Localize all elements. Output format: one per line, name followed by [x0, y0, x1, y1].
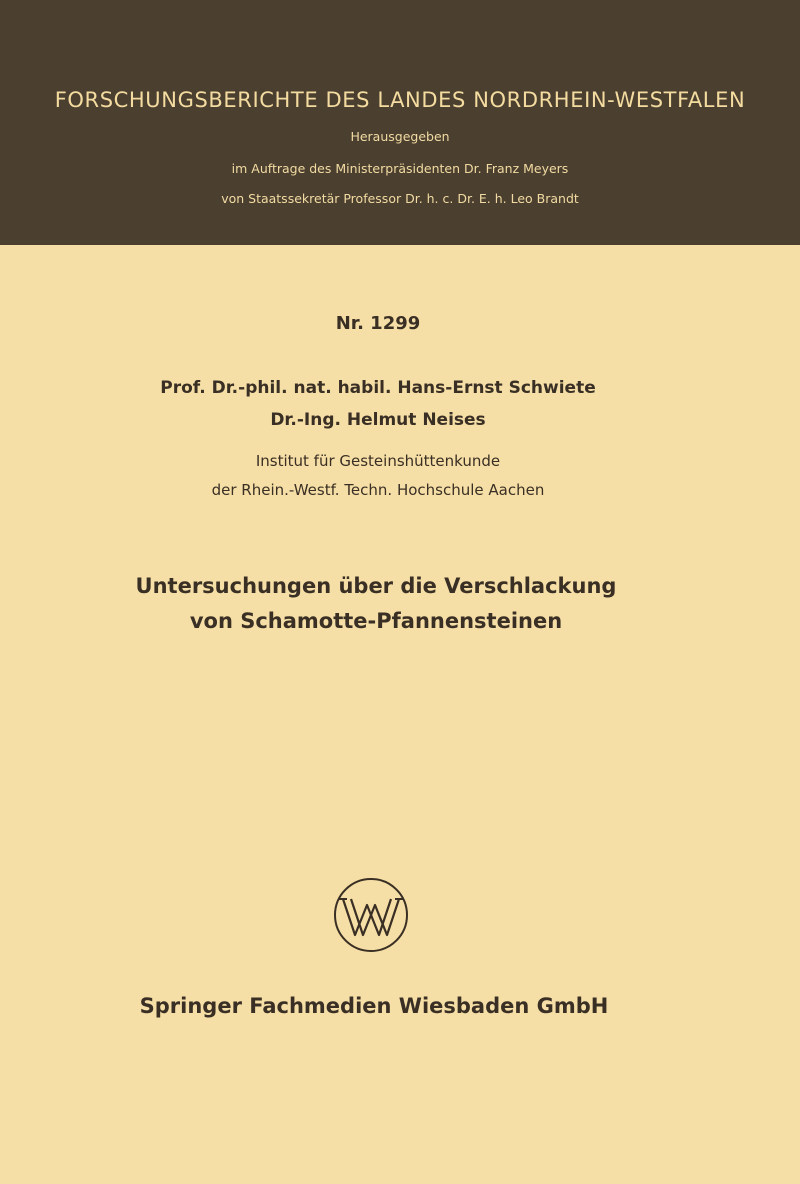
title-line-1: Untersuchungen über die Verschlackung: [135, 574, 617, 598]
author-2: Dr.-Ing. Helmut Neises: [270, 410, 486, 430]
header-band: [0, 0, 800, 245]
publisher: Springer Fachmedien Wiesbaden GmbH: [139, 994, 609, 1018]
editor-line-1: Herausgegeben: [350, 129, 450, 144]
title-line-2: von Schamotte-Pfannensteinen: [189, 609, 563, 633]
editor-line-3: von Staatssekretär Professor Dr. h. c. Dr. E. h. Leo Brandt: [221, 191, 579, 206]
vw-circle-logo-icon: [333, 877, 409, 953]
series-title: FORSCHUNGSBERICHTE DES LANDES NORDRHEIN-WESTFALEN: [54, 88, 746, 112]
report-number: Nr. 1299: [335, 313, 421, 334]
author-1: Prof. Dr.-phil. nat. habil. Hans-Ernst Schwiete: [160, 378, 596, 398]
editor-line-2: im Auftrage des Ministerpräsidenten Dr. Franz Meyers: [231, 161, 569, 176]
institute-line-1: Institut für Gesteinshüttenkunde: [255, 452, 501, 470]
institute-line-2: der Rhein.-Westf. Techn. Hochschule Aachen: [211, 481, 545, 499]
